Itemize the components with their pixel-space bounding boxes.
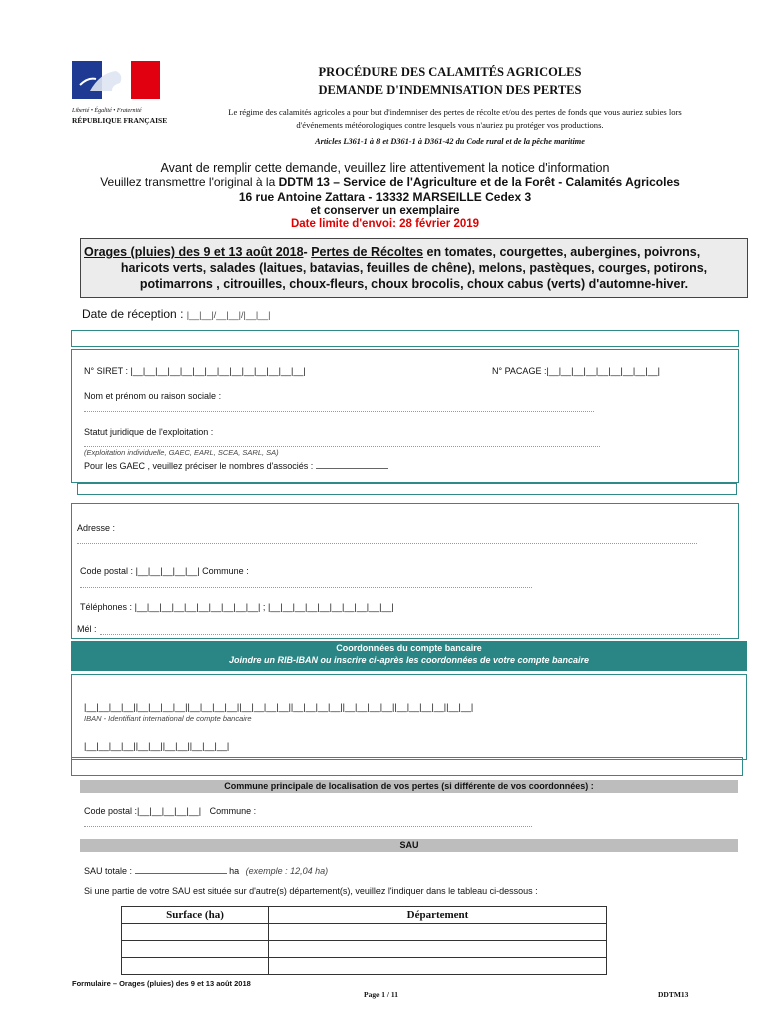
mel-label: Mél :	[77, 624, 97, 634]
name-field[interactable]	[84, 411, 594, 412]
articles-reference: Articles L361-1 à 8 et D361-1 à D361-42 du Code rural et de la pêche maritime	[315, 137, 585, 146]
instruction-send-prefix: Veuillez transmettre l'original à la	[100, 175, 279, 189]
deadline: Date limite d'envoi: 28 février 2019	[290, 218, 480, 230]
republic-label: RÉPUBLIQUE FRANÇAISE	[72, 116, 168, 125]
table-cell-surface[interactable]	[122, 941, 269, 958]
sau-total-field[interactable]	[135, 865, 227, 874]
event-crops-3: potimarrons , citrouilles, choux-fleurs, choux brocolis, choux cabus (verts) d'automne-hiver.	[139, 277, 689, 291]
footer-page-number: Page 1 / 11	[364, 990, 398, 999]
sau-total-label: SAU totale :	[84, 866, 133, 876]
siret-row	[84, 366, 306, 376]
address-cp-field[interactable]: |__|__|__|__|__|	[135, 566, 200, 576]
reception-date-field[interactable]: |__|__|/__|__|/|__|__|	[186, 310, 271, 320]
telephone-label: Téléphones :	[80, 602, 133, 612]
table-row	[122, 924, 607, 941]
reception-date	[82, 307, 271, 321]
intro-line1: Le régime des calamités agricoles a pour but d'indemniser des pertes de récolte et/ou des pertes de fonds que vous auriez subies lors	[228, 107, 682, 117]
instruction-address: 16 rue Antoine Zattara - 13332 MARSEILLE Cedex 3	[238, 190, 532, 204]
adresse-field[interactable]	[77, 543, 697, 544]
location-header: Commune principale de localisation de vos pertes (si différente de vos coordonnées) :	[80, 780, 738, 793]
table-header-surface: Surface (ha)	[122, 907, 269, 924]
table-cell-departement[interactable]	[269, 924, 607, 941]
siret-label: N° SIRET :	[84, 366, 128, 376]
address-commune-field[interactable]	[80, 587, 532, 588]
location-cp-field[interactable]: |__|__|__|__|__|	[137, 806, 202, 816]
table-cell-surface[interactable]	[122, 924, 269, 941]
event-name: Orages (pluies) des 9 et 13 août 2018	[84, 245, 304, 259]
address-cp-label: Code postal :	[80, 566, 134, 576]
gaec-label: Pour les GAEC , veuillez préciser le nombres d'associés :	[84, 461, 314, 471]
instruction-send-service: DDTM 13 – Service de l'Agriculture et de la Forêt - Calamités Agricoles	[278, 175, 680, 189]
sau-dept-table	[121, 906, 607, 975]
sau-header: SAU	[80, 839, 738, 852]
table-row	[122, 958, 607, 975]
statut-hint: (Exploitation individuelle, GAEC, EARL, SCEA, SARL, SA)	[84, 448, 279, 457]
motto: Liberté • Égalité • Fraternité	[72, 108, 142, 114]
intro-line2: d'événements météorologiques contre lesquels vous n'auriez pu protéger vos productions.	[296, 120, 604, 130]
pacage-row	[492, 366, 660, 376]
instruction-send	[40, 175, 740, 189]
iban-field[interactable]: |__|__|__|__||__|__|__|__||__|__|__|__||__|__|__|__||__|__|__|__||__|__|__|__||__|__|__|__||__|__|	[84, 702, 474, 712]
telephone-row	[80, 602, 394, 612]
table-cell-surface[interactable]	[122, 958, 269, 975]
bank-subtitle: Joindre un RIB-IBAN ou inscrire ci-après les coordonnées de votre compte bancaire	[228, 655, 590, 665]
bank-title: Coordonnées du compte bancaire	[336, 643, 482, 653]
marianne-icon	[72, 61, 160, 101]
table-cell-departement[interactable]	[269, 958, 607, 975]
table-row	[122, 941, 607, 958]
gaec-field[interactable]	[316, 460, 388, 469]
event-line1	[84, 245, 764, 259]
bank-header	[71, 641, 747, 671]
adresse-label: Adresse :	[77, 523, 116, 533]
instruction-read-notice: Avant de remplir cette demande, veuillez lire attentivement la notice d'information	[160, 161, 610, 175]
location-cp-label: Code postal :	[84, 806, 138, 816]
identity-bottom-bar	[77, 483, 737, 495]
table-header-row	[122, 907, 607, 924]
event-crops-1: en tomates, courgettes, aubergines, poivrons,	[423, 245, 701, 259]
name-label: Nom et prénom ou raison sociale :	[84, 391, 222, 401]
sau-total-row	[84, 865, 328, 876]
bic-field[interactable]: |__|__|__|__||__|__||__|__||__|__|__|	[84, 741, 230, 751]
title-procedure: PROCÉDURE DES CALAMITÉS AGRICOLES	[318, 65, 582, 79]
table-header-departement: Département	[269, 907, 607, 924]
address-commune-label: Commune :	[202, 566, 249, 576]
siret-field[interactable]: |__|__|__|__|__|__|__|__|__|__|__|__|__|__|	[130, 366, 306, 376]
telephone-field-1[interactable]: |__|__|__|__|__|__|__|__|__|__|	[134, 602, 261, 612]
reception-date-label: Date de réception :	[82, 307, 184, 321]
sau-other-dept: Si une partie de votre SAU est située sur d'autre(s) département(s), veuillez l'indiquer dans le tableau ci-dessous :	[84, 886, 538, 896]
title-demande: DEMANDE D'INDEMNISATION DES PERTES	[318, 83, 582, 97]
address-cp-row	[80, 566, 249, 576]
statut-field[interactable]	[84, 446, 600, 447]
event-crops-2: haricots verts, salades (laitues, batavias, feuilles de chêne), melons, pastèques, courges, potirons,	[120, 261, 708, 275]
iban-hint: IBAN - Identifiant international de compte bancaire	[84, 714, 252, 723]
pacage-label: N° PACAGE :	[492, 366, 547, 376]
statut-label: Statut juridique de l'exploitation :	[84, 427, 214, 437]
pacage-field[interactable]: |__|__|__|__|__|__|__|__|__|	[546, 366, 660, 376]
gaec-row	[84, 460, 388, 471]
instruction-keep-copy: et conserver un exemplaire	[310, 205, 460, 217]
sau-example: (exemple : 12,04 ha)	[245, 866, 329, 876]
telephone-field-2[interactable]: |__|__|__|__|__|__|__|__|__|__|	[267, 602, 394, 612]
location-cp-row	[84, 806, 256, 816]
location-commune-label: Commune :	[209, 806, 257, 816]
sau-unit: ha	[229, 866, 240, 876]
republique-logo	[72, 61, 168, 125]
telephone-separator: ;	[262, 602, 266, 612]
location-commune-field[interactable]	[84, 826, 532, 827]
event-loss-type: Pertes de Récoltes	[311, 245, 424, 259]
footer-service: DDTM13	[658, 990, 689, 999]
table-cell-departement[interactable]	[269, 941, 607, 958]
bank-bottom-bar	[71, 757, 743, 776]
event-dash: -	[303, 245, 312, 259]
identity-top-bar	[71, 330, 739, 347]
footer-form-name: Formulaire – Orages (pluies) des 9 et 13 août 2018	[72, 979, 251, 988]
mel-field[interactable]	[100, 634, 720, 635]
